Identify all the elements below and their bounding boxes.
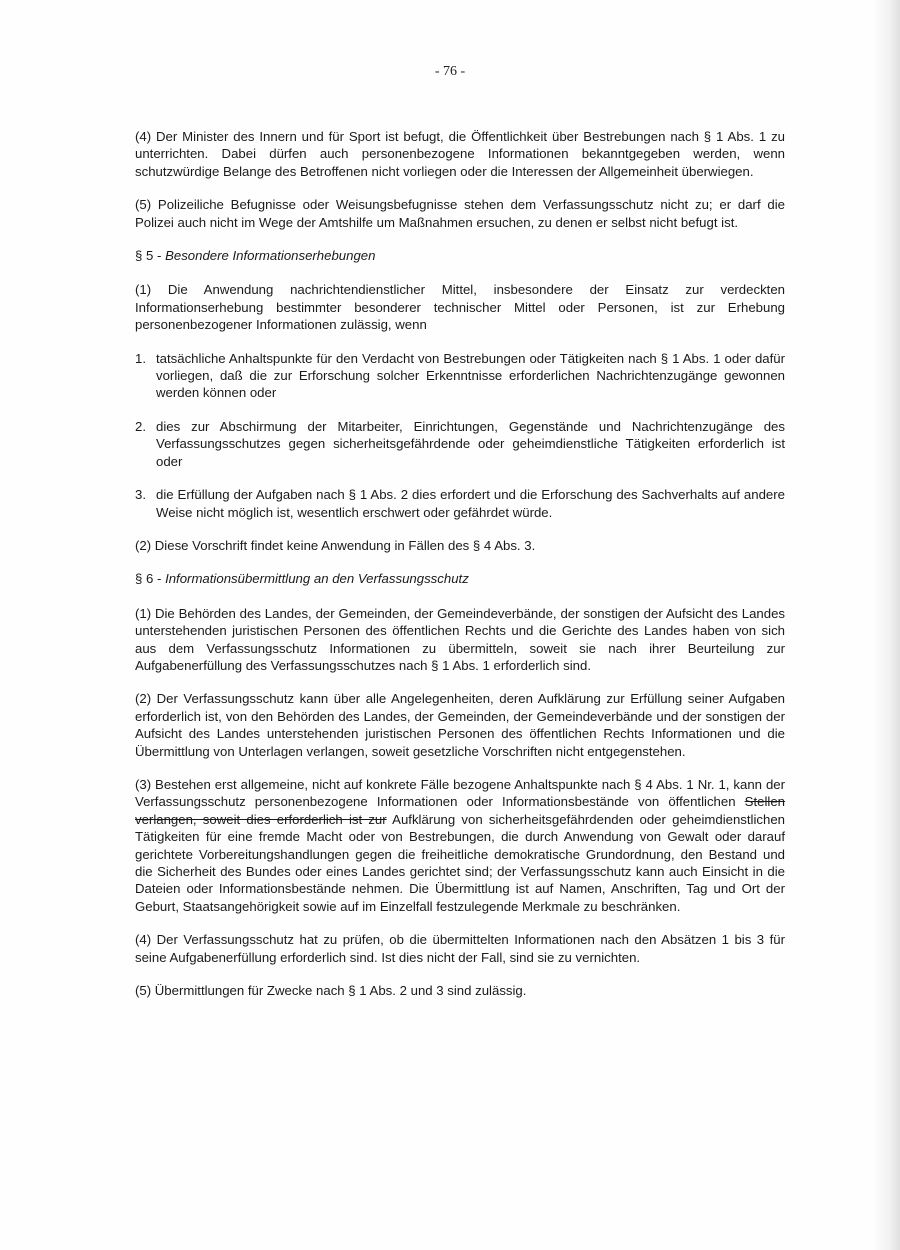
section-6-number: § 6 -	[135, 571, 162, 587]
section-5-heading	[135, 247, 785, 264]
paragraph-3-text-end: Aufklärung von sicherheitsgefährdenden oder geheimdienstlichen Tätigkeiten für eine fremde Macht oder von Bestrebungen, die durch Anwendung von Gewalt oder darauf gerichtete Vorbereitungshandlungen gegen die freiheitliche demokratische Grundordnung, den Bestand und die Sicherheit des Bundes oder eines Landes gerichtet sind; der Verfassungsschutz kann auch Einsicht in die Dateien oder Informationsbestände nehmen. Die Übermittlung ist auf Namen, Anschriften, Tag und Ort der Geburt, Staatsangehörigkeit sowie auf im Einzelfall festzulegende Merkmale zu beschränken.	[135, 811, 786, 914]
list-item-text: dies zur Abschirmung der Mitarbeiter, Einrichtungen, Gegenstände und Nachrichtenzugänge des Verfassungsschutzes gegen sicherheitsgefährdende oder geheimdienstliche Tätigkeiten erforderlich ist oder	[156, 418, 785, 469]
page-body	[135, 128, 785, 1015]
paragraph-3-text-start: (3) Bestehen erst allgemeine, nicht auf konkrete Fälle bezogene Anhaltspunkte nach § 4 Abs. 1 Nr. 1, kann der Verfassungsschutz personenbezogene Informationen oder Informationsbestände von öffentlichen	[135, 776, 785, 810]
list-item-text: tatsächliche Anhaltspunkte für den Verdacht von Bestrebungen oder Tätigkeiten nach § 1 Abs. 1 oder dafür vorliegen, daß die zur Erforschung solcher Erkenntnisse erforderlichen Nachrichtenzugänge gewonnen werden können oder	[156, 350, 785, 401]
section-6-paragraph-5: (5) Übermittlungen für Zwecke nach § 1 Abs. 2 und 3 sind zulässig.	[135, 983, 527, 999]
section-5-intro: (1) Die Anwendung nachrichtendienstlicher Mittel, insbesondere der Einsatz zur verdeckten Informationserhebung bestimmter besonderer technischer Mittel oder Personen, ist zur Erhebung personenbezogener Informationen zulässig, wenn	[135, 282, 785, 333]
section-6-paragraph-1: (1) Die Behörden des Landes, der Gemeinden, der Gemeindeverbände, der sonstigen der Aufsicht des Landes unterstehenden juristischen Personen des öffentlichen Rechts und die Gerichte des Landes haben von sich aus dem Verfassungsschutz Informationen zu übermitteln, soweit sie nach ihrer Beurteilung zur Aufgabenerfüllung des Verfassungsschutzes nach § 1 Abs. 1 erforderlich sind.	[135, 605, 785, 673]
list-item-number: 1.	[135, 350, 146, 366]
list-item-text: die Erfüllung der Aufgaben nach § 1 Abs. 2 dies erfordert und die Erforschung des Sachverhalts auf andere Weise nicht möglich ist, wesentlich erschwert oder gefährdet würde.	[156, 487, 785, 520]
list-item-number: 3.	[135, 487, 146, 503]
section-5-number: § 5 -	[135, 248, 162, 264]
section-6-paragraph-2: (2) Der Verfassungsschutz kann über alle Angelegenheiten, deren Aufklärung zur Erfüllung seiner Aufgaben erforderlich ist, von den Behörden des Landes, der Gemeinden, der Gemeindeverbände und der sonstigen der Aufsicht des Landes unterstehenden juristischen Personen des öffentlichen Rechts Informationen und die Übermittlung von Unterlagen verlangen, soweit gesetzliche Vorschriften nicht entgegenstehen.	[135, 691, 785, 759]
paragraph-5-police-powers: (5) Polizeiliche Befugnisse oder Weisungsbefugnisse stehen dem Verfassungsschutz nicht zu; er darf die Polizei auch nicht im Wege der Amtshilfe um Maßnahmen ersuchen, zu denen er selbst nicht befugt ist.	[135, 197, 785, 230]
section-6-title: Informationsübermittlung an den Verfassungsschutz	[165, 571, 469, 587]
list-item	[135, 350, 785, 402]
struck-through-text: Stellen verlangen, soweit dies erforderlich ist zur	[135, 794, 785, 827]
scan-edge-shadow	[872, 0, 900, 1250]
section-5-title: Besondere Informationserhebungen	[165, 248, 376, 264]
section-6-paragraph-3	[135, 776, 785, 915]
list-item-number: 2.	[135, 418, 146, 434]
section-5-paragraph-2: (2) Diese Vorschrift findet keine Anwendung in Fällen des § 4 Abs. 3.	[135, 537, 536, 553]
section-6-heading	[135, 570, 785, 587]
paragraph-4-publicity: (4) Der Minister des Innern und für Sport ist befugt, die Öffentlichkeit über Bestrebungen nach § 1 Abs. 1 zu unterrichten. Dabei dürfen auch personenbezogene Informationen bekanntgegeben werden, wenn schutzwürdige Belange des Betroffenen nicht vorliegen oder die Interessen der Allgemeinheit überwiegen.	[135, 129, 785, 179]
section-6-paragraph-4: (4) Der Verfassungsschutz hat zu prüfen, ob die übermittelten Informationen nach den Absätzen 1 bis 3 für seine Aufgabenerfüllung erforderlich sind. Ist dies nicht der Fall, sind sie zu vernichten.	[135, 932, 785, 965]
list-item	[135, 486, 785, 521]
list-item	[135, 418, 785, 470]
page-number: - 76 -	[434, 64, 466, 79]
